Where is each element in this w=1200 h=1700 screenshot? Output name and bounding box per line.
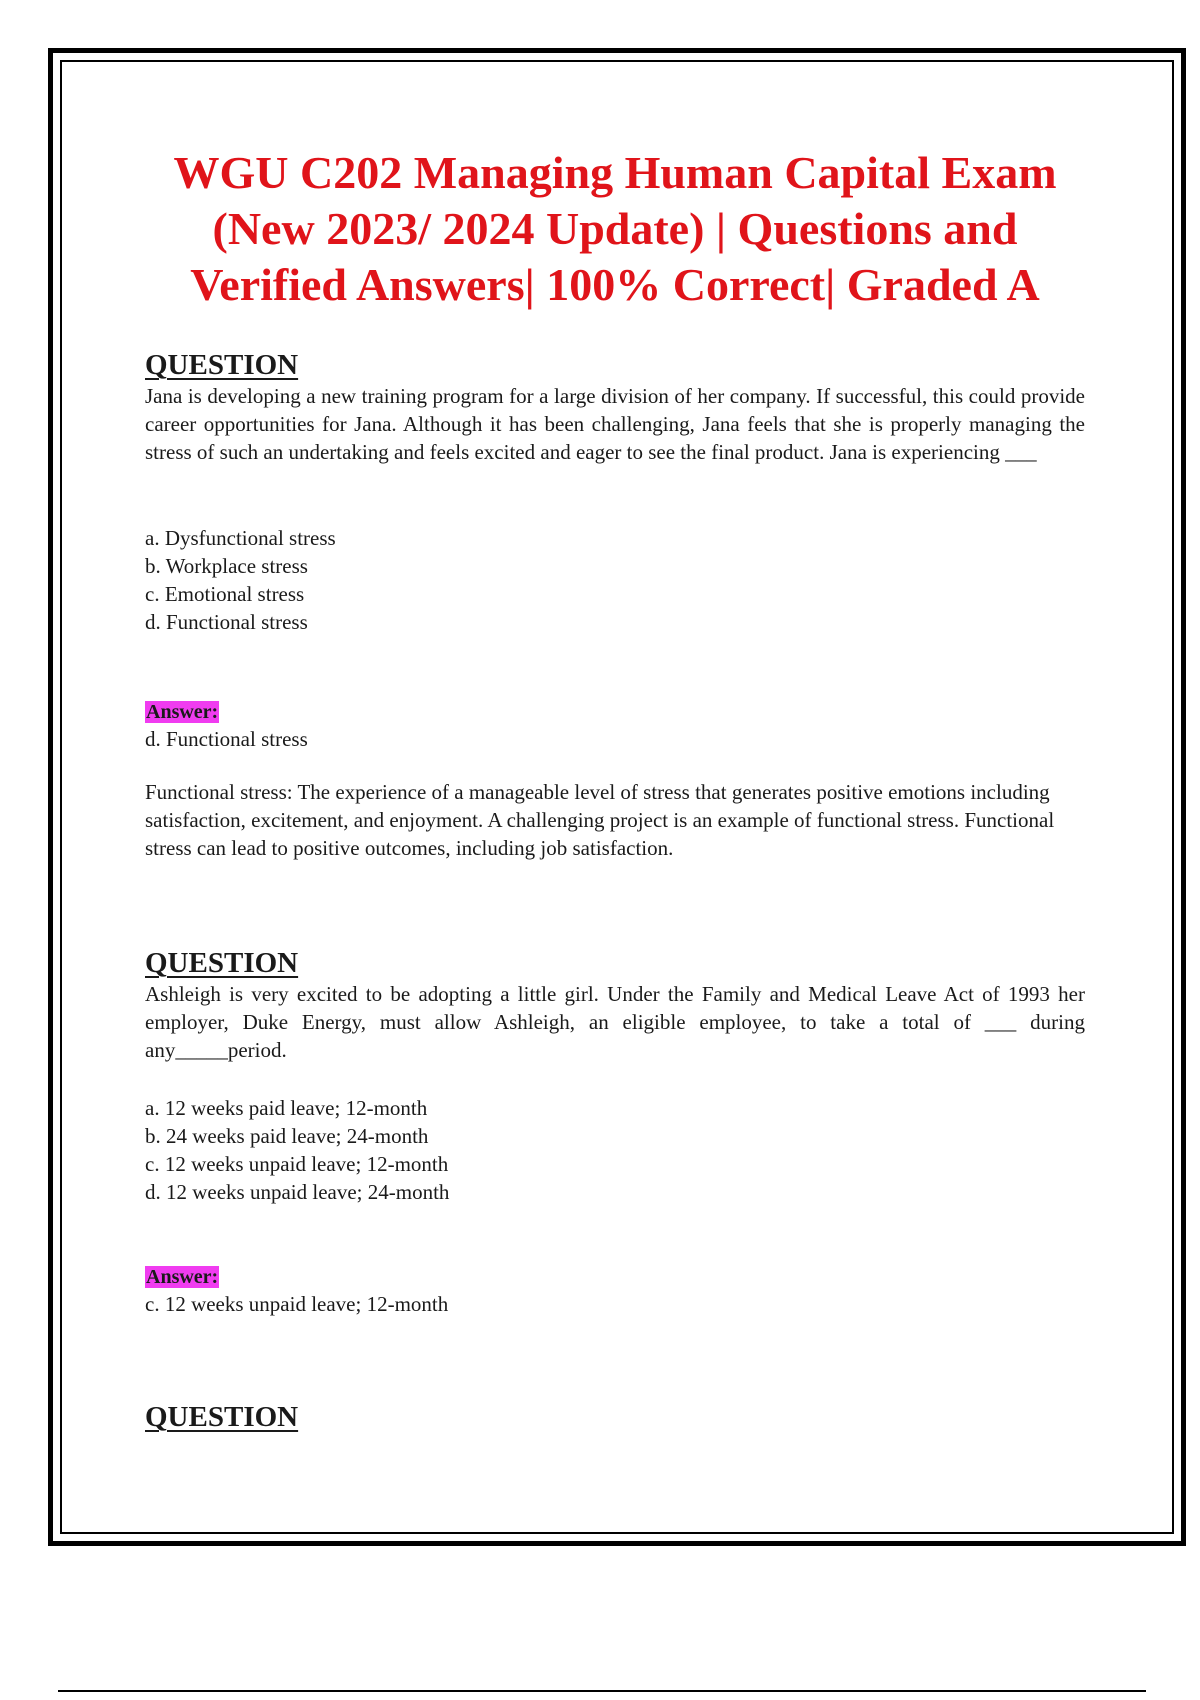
title-line-1: WGU C202 Managing Human Capital Exam	[173, 147, 1057, 198]
document-title	[90, 145, 1140, 313]
answer-label: Answer:	[146, 1266, 219, 1288]
answer-block-1	[145, 697, 1085, 753]
question-block-2	[145, 946, 1085, 1064]
option-c: c. 12 weeks unpaid leave; 12-month	[145, 1152, 449, 1176]
option-a: a. Dysfunctional stress	[145, 526, 336, 550]
question-heading: QUESTION	[145, 1401, 299, 1433]
option-b: b. 24 weeks paid leave; 24-month	[145, 1124, 429, 1148]
question-block-3	[145, 1400, 1085, 1434]
question-block-1	[145, 348, 1085, 466]
option-c: c. Emotional stress	[145, 582, 305, 606]
option-d: d. 12 weeks unpaid leave; 24-month	[145, 1180, 450, 1204]
question-text: Jana is developing a new training program for a large division of her company. If successful, this could provide career opportunities for Jana. Although it has been challenging, Jana feels that she is properly managing the stress of such an undertaking and feels excited and eager to see the final product. Jana is experiencing ___	[145, 384, 1085, 464]
options-list-1	[145, 524, 1085, 636]
option-b: b. Workplace stress	[145, 554, 308, 578]
explanation-1	[145, 778, 1085, 862]
answer-label: Answer:	[146, 701, 219, 723]
options-list-2	[145, 1094, 1085, 1206]
title-line-3: Verified Answers| 100% Correct| Graded A	[190, 259, 1040, 310]
answer-explanation: Functional stress: The experience of a manageable level of stress that generates positive emotions including satisfaction, excitement, and enjoyment. A challenging project is an example of functional stress. Functional stress can lead to positive outcomes, including job satisfaction.	[145, 780, 1055, 860]
option-d: d. Functional stress	[145, 610, 308, 634]
option-a: a. 12 weeks paid leave; 12-month	[145, 1096, 428, 1120]
question-text: Ashleigh is very excited to be adopting a little girl. Under the Family and Medical Leave Act of 1993 her employer, Duke Energy, must allow Ashleigh, an eligible employee, to take a total of ___ during any_____period.	[145, 982, 1085, 1062]
footer-divider	[58, 1690, 1146, 1692]
answer-value: c. 12 weeks unpaid leave; 12-month	[145, 1292, 449, 1316]
title-line-2: (New 2023/ 2024 Update) | Questions and	[212, 203, 1018, 254]
question-heading: QUESTION	[145, 349, 299, 381]
answer-block-2	[145, 1262, 1085, 1318]
question-heading: QUESTION	[145, 947, 299, 979]
answer-value: d. Functional stress	[145, 727, 308, 751]
